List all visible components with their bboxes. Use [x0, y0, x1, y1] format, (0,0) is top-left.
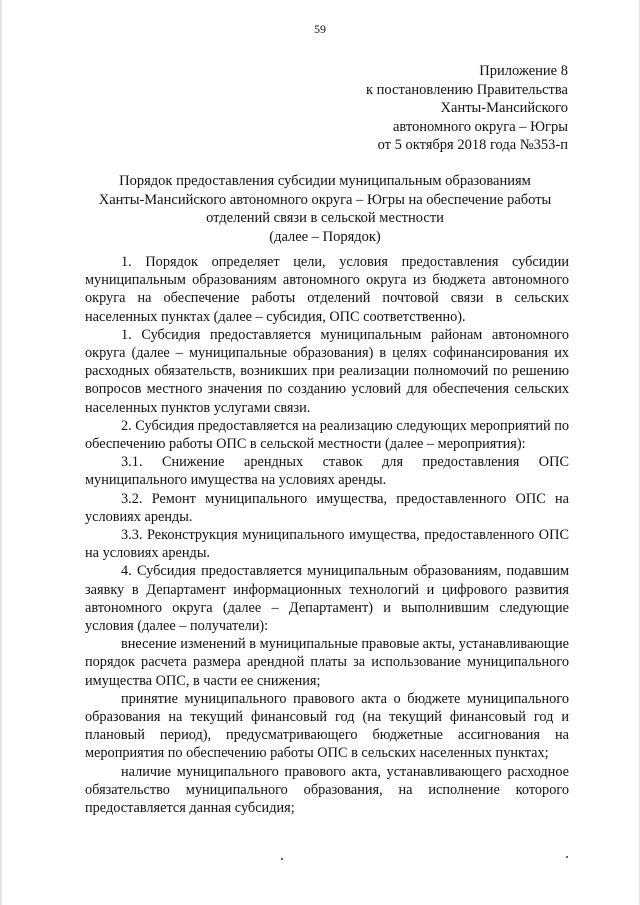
- title-line: Порядок предоставления субсидии муниципальным образованиям: [119, 173, 531, 189]
- paragraph-subsidy-recipients: 1. Субсидия предоставляется муниципальным районам автономного округа (далее – муниципальные образования) в целях софинансирования их расходных обязательств, возникших при реализации полномочий по решению вопросов местного значения по созданию условий для обеспечения сельских населенных пунктов услугами связи.: [85, 326, 569, 416]
- appendix-line: от 5 октября 2018 года №353-п: [377, 137, 568, 153]
- condition-item-rent: внесение изменений в муниципальные правовые акты, устанавливающие порядок расчета размера арендной платы за использование муниципального имущества ОПС, в части ее снижения;: [85, 636, 569, 689]
- page-number: 59: [314, 22, 326, 36]
- title-line: (далее – Порядок): [269, 228, 381, 245]
- appendix-line: автономного округа – Югры: [392, 118, 568, 135]
- document-body: [85, 253, 569, 817]
- appendix-line: к постановлению Правительства: [366, 81, 568, 98]
- scan-speck: [281, 858, 283, 860]
- scan-edge-left: [0, 0, 3, 905]
- condition-item-obligation: наличие муниципального правового акта, устанавливающего расходное обязательство муниципального образования, на исполнение которого предоставляется данная субсидия;: [85, 763, 569, 817]
- paragraph-4-conditions: 4. Субсидия предоставляется муниципальным образованиям, подавшим заявку в Департамент информационных технологий и цифрового развития автономного округа (далее – Департамент) и выполнившим следующие условия (далее – получатели):: [85, 563, 569, 635]
- title-line: Ханты-Мансийского автономного округа – Югры на обеспечение работы: [98, 191, 552, 208]
- scan-speck: [566, 856, 568, 858]
- paragraph-3-1: 3.1. Снижение арендных ставок для предоставления ОПС муниципального имущества на условиях аренды.: [85, 454, 569, 489]
- appendix-header: [366, 62, 568, 155]
- paragraph-3-2: 3.2. Ремонт муниципального имущества, предоставленного ОПС на условиях аренды.: [85, 490, 569, 525]
- appendix-line: Приложение 8: [479, 63, 568, 79]
- document-title: [80, 172, 570, 246]
- appendix-line: Ханты-Мансийского: [440, 100, 568, 116]
- paragraph-1-purpose: 1. Порядок определяет цели, условия предоставления субсидии муниципальным образованиям автономного округа из бюджета автономного округа на обеспечение работы отделений почтовой связи в сельских населенных пунктах (далее – субсидия, ОПС соответственно).: [85, 254, 569, 325]
- title-line: отделений связи в сельской местности: [206, 210, 444, 226]
- paragraph-3-3: 3.3. Реконструкция муниципального имущества, предоставленного ОПС на условиях аренды.: [85, 527, 569, 562]
- paragraph-2-activities: 2. Субсидия предоставляется на реализацию следующих мероприятий по обеспечению работы ОПС в сельской местности (далее – мероприятия):: [85, 417, 569, 453]
- condition-item-budget: принятие муниципального правового акта о бюджете муниципального образования на текущий финансовый год (на текущий финансовый год и плановый период), предусматривающего бюджетные ассигнования на мероприятия по обеспечению работы ОПС в сельских населенных пунктах;: [85, 690, 569, 762]
